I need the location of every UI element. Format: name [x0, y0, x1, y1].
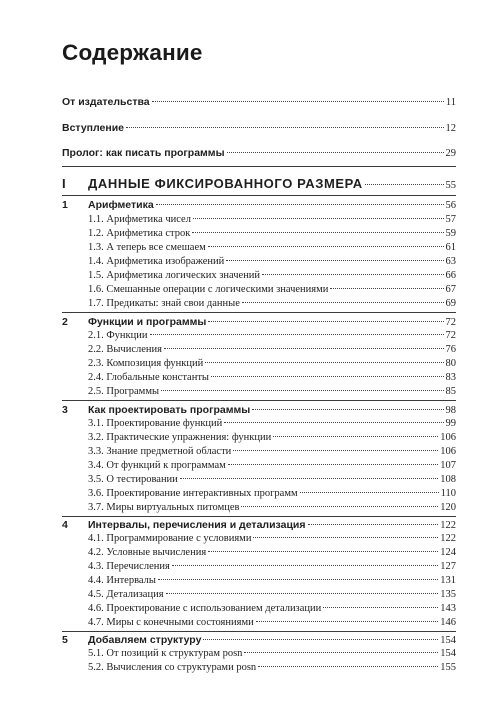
dot-leader	[300, 492, 439, 493]
toc-section	[88, 575, 456, 586]
section-page: 131	[440, 575, 456, 586]
chapter-number: 5	[62, 634, 68, 646]
dot-leader	[253, 537, 438, 538]
toc-section	[88, 432, 456, 443]
section-page: 99	[445, 418, 456, 429]
chapter-number: 1	[62, 199, 68, 211]
toc-section	[88, 533, 456, 544]
section-label: 2.4. Глобальные константы	[88, 372, 209, 383]
section-label: 3.1. Проектирование функций	[88, 418, 223, 429]
chapter-number: 4	[62, 519, 68, 531]
entry-label: Вступление	[62, 122, 125, 134]
toc-section	[88, 418, 456, 429]
section-page: 83	[445, 372, 456, 383]
section-page: 76	[445, 344, 456, 355]
toc-chapter	[62, 634, 456, 646]
toc-section	[88, 502, 456, 513]
divider	[62, 516, 456, 517]
section-page: 107	[440, 460, 456, 471]
chapter-page: 122	[440, 520, 456, 531]
toc-section	[88, 344, 456, 355]
section-label: 4.4. Интервалы	[88, 575, 156, 586]
toc-section	[88, 358, 456, 369]
section-label: 3.7. Миры виртуальных питомцев	[88, 502, 240, 513]
section-page: 59	[445, 228, 456, 239]
section-label: 4.6. Проектирование с использованием детализации	[88, 603, 322, 614]
toc-entry-front	[62, 96, 456, 108]
toc-section	[88, 330, 456, 341]
toc-section	[88, 603, 456, 614]
section-page: 63	[445, 256, 456, 267]
toc-section	[88, 228, 456, 239]
dot-leader	[233, 450, 438, 451]
chapter-label: Добавляем структуру	[88, 634, 202, 646]
chapter-page: 56	[445, 200, 456, 211]
section-label: 2.1. Функции	[88, 330, 148, 341]
dot-leader	[192, 232, 443, 233]
toc-section	[88, 460, 456, 471]
toc-section	[88, 474, 456, 485]
chapter-page: 72	[445, 317, 456, 328]
chapter-page: 154	[440, 635, 456, 646]
section-page: 143	[440, 603, 456, 614]
toc-section	[88, 270, 456, 281]
dot-leader	[256, 621, 439, 622]
section-label: 3.2. Практические упражнения: функции	[88, 432, 272, 443]
toc-section	[88, 547, 456, 558]
section-label: 4.2. Условные вычисления	[88, 547, 207, 558]
section-label: 4.1. Программирование с условиями	[88, 533, 252, 544]
section-label: 1.5. Арифметика логических значений	[88, 270, 261, 281]
section-page: 85	[445, 386, 456, 397]
toc-chapter	[62, 404, 456, 416]
section-page: 135	[440, 589, 456, 600]
toc-section	[88, 561, 456, 572]
toc-section	[88, 284, 456, 295]
section-page: 69	[445, 298, 456, 309]
divider	[62, 166, 456, 167]
dot-leader	[228, 464, 438, 465]
divider	[62, 312, 456, 313]
section-page: 67	[445, 284, 456, 295]
dot-leader	[244, 652, 438, 653]
chapter-page: 98	[445, 405, 456, 416]
section-label: 3.5. О тестировании	[88, 474, 178, 485]
entry-page: 11	[445, 97, 456, 108]
dot-leader	[208, 246, 444, 247]
chapter-number: 3	[62, 404, 68, 416]
section-label: 2.5. Программы	[88, 386, 160, 397]
section-page: 122	[440, 533, 456, 544]
entry-label: Пролог: как писать программы	[62, 147, 225, 159]
dot-leader	[252, 409, 443, 410]
section-label: 5.1. От позиций к структурам posn	[88, 648, 243, 659]
section-page: 80	[445, 358, 456, 369]
dot-leader	[203, 639, 438, 640]
dot-leader	[330, 288, 443, 289]
section-page: 124	[440, 547, 456, 558]
toc-entry-front	[62, 122, 456, 134]
section-label: 4.3. Перечисления	[88, 561, 170, 572]
toc-section	[88, 446, 456, 457]
part-label: ДАННЫЕ ФИКСИРОВАННОГО РАЗМЕРА	[88, 176, 363, 191]
toc-part	[62, 176, 456, 191]
section-page: 106	[440, 446, 456, 457]
section-label: 1.6. Смешанные операции с логическими значениями	[88, 284, 329, 295]
chapter-label: Арифметика	[88, 199, 154, 211]
dot-leader	[205, 362, 443, 363]
dot-leader	[224, 422, 443, 423]
dot-leader	[180, 478, 438, 479]
dot-leader	[258, 666, 438, 667]
dot-leader	[211, 376, 444, 377]
section-label: 3.4. От функций к программам	[88, 460, 226, 471]
dot-leader	[172, 565, 438, 566]
page-title: Содержание	[62, 40, 203, 65]
toc-section	[88, 617, 456, 628]
toc-section	[88, 662, 456, 673]
section-label: 5.2. Вычисления со структурами posn	[88, 662, 257, 673]
toc-section	[88, 256, 456, 267]
dot-leader	[166, 593, 439, 594]
entry-label: От издательства	[62, 96, 150, 108]
section-page: 120	[440, 502, 456, 513]
entry-page: 12	[445, 123, 456, 134]
section-label: 3.3. Знание предметной области	[88, 446, 232, 457]
section-page: 72	[445, 330, 456, 341]
dot-leader	[242, 302, 444, 303]
toc-section	[88, 386, 456, 397]
section-page: 108	[440, 474, 456, 485]
toc-section	[88, 242, 456, 253]
divider	[62, 195, 456, 196]
dot-leader	[227, 152, 444, 153]
section-page: 110	[440, 488, 456, 499]
section-label: 1.7. Предикаты: знай свои данные	[88, 298, 240, 309]
section-label: 4.5. Детализация	[88, 589, 164, 600]
section-label: 3.6. Проектирование интерактивных программ	[88, 488, 298, 499]
chapter-label: Интервалы, перечисления и детализация	[88, 519, 306, 531]
section-label: 1.3. А теперь все смешаем	[88, 242, 206, 253]
toc-section	[88, 648, 456, 659]
dot-leader	[156, 204, 444, 205]
dot-leader	[126, 127, 443, 128]
section-label: 2.3. Композиция функций	[88, 358, 204, 369]
dot-leader	[161, 390, 443, 391]
dot-leader	[208, 321, 443, 322]
chapter-number: 2	[62, 316, 68, 328]
toc-section	[88, 372, 456, 383]
toc-section	[88, 298, 456, 309]
section-label: 1.4. Арифметика изображений	[88, 256, 225, 267]
dot-leader	[323, 607, 438, 608]
dot-leader	[365, 184, 444, 185]
section-label: 2.2. Вычисления	[88, 344, 162, 355]
section-page: 61	[445, 242, 456, 253]
section-page: 127	[440, 561, 456, 572]
section-page: 146	[440, 617, 456, 628]
dot-leader	[208, 551, 438, 552]
toc-chapter	[62, 316, 456, 328]
part-page: 55	[445, 180, 456, 191]
dot-leader	[152, 101, 444, 102]
divider	[62, 631, 456, 632]
dot-leader	[150, 334, 444, 335]
dot-leader	[193, 218, 444, 219]
entry-page: 29	[445, 148, 456, 159]
toc-section	[88, 214, 456, 225]
chapter-label: Как проектировать программы	[88, 404, 251, 416]
divider	[62, 400, 456, 401]
dot-leader	[308, 524, 439, 525]
toc-chapter	[62, 519, 456, 531]
section-page: 66	[445, 270, 456, 281]
section-page: 154	[440, 648, 456, 659]
section-page: 57	[445, 214, 456, 225]
section-label: 1.1. Арифметика чисел	[88, 214, 191, 225]
toc-section	[88, 488, 456, 499]
dot-leader	[273, 436, 438, 437]
section-page: 106	[440, 432, 456, 443]
toc-section	[88, 589, 456, 600]
dot-leader	[262, 274, 443, 275]
section-label: 4.7. Миры с конечными состояниями	[88, 617, 254, 628]
dot-leader	[164, 348, 444, 349]
dot-leader	[158, 579, 438, 580]
toc-entry-front	[62, 147, 456, 159]
dot-leader	[226, 260, 443, 261]
part-number: I	[62, 176, 67, 191]
section-page: 155	[440, 662, 456, 673]
section-label: 1.2. Арифметика строк	[88, 228, 191, 239]
chapter-label: Функции и программы	[88, 316, 207, 328]
dot-leader	[241, 506, 438, 507]
toc-chapter	[62, 199, 456, 211]
